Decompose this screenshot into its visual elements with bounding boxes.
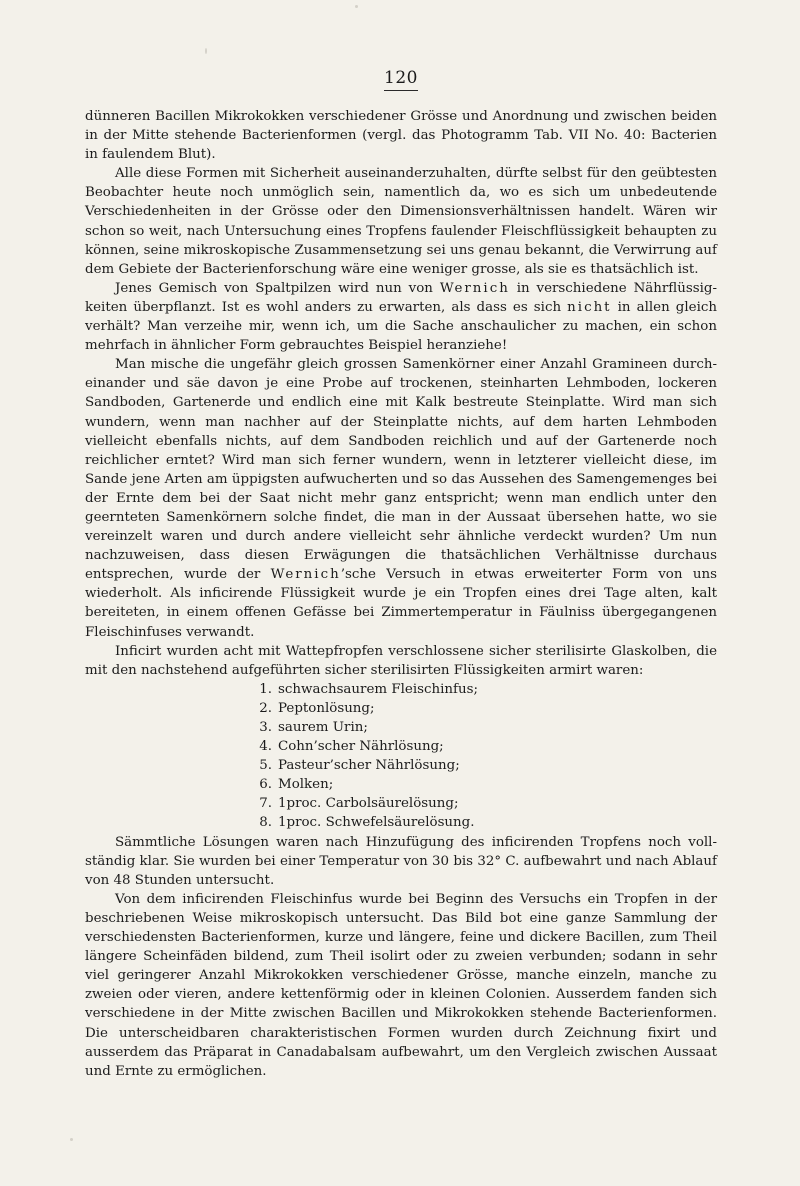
list-item-text: Molken;	[278, 777, 334, 793]
paper-speck	[205, 48, 207, 54]
list-item-number: 8.	[259, 815, 272, 831]
text-block-after-list	[85, 833, 717, 1081]
paragraph	[85, 890, 717, 1081]
text-segment: Alle diese Formen mit Sicherheit auseinanderzuhalten, dürfte selbst für den geübtesten Beobachter heute noch unmöglich sein, namentlich da, wo es sich um unbedeutende Verschiedenheiten in der Grösse oder den Dimensionsverhältnissen handelt. Wären wir schon so weit, nach Untersuchung eines Tropfens faulender Fleischflüssigkeit behaupten zu können, seine mikroskopische Zusammensetzung sei uns genau bekannt, die Verwirrung auf dem Gebiete der Bacterienforschung wäre eine weniger grosse, als sie es thatsächlich ist.	[85, 166, 717, 277]
liquid-list	[253, 680, 717, 833]
author-name: Wernich	[270, 567, 341, 583]
paper-speck	[355, 5, 358, 8]
author-name: Wernich	[439, 280, 510, 296]
list-item-text: Cohn’scher Nährlösung;	[278, 739, 444, 755]
text-segment: in verschiedene Nährflüssigkeiten überpflanzt. Ist es wohl anders zu erwarten, als dass es sich	[85, 280, 717, 315]
list-item-number: 5.	[259, 758, 272, 774]
list-item-number: 1.	[259, 681, 272, 697]
list-item-number: 7.	[259, 796, 272, 812]
list-item	[253, 775, 717, 794]
list-item	[253, 699, 717, 718]
text-segment: Von dem inficirenden Fleischinfus wurde bei Beginn des Versuchs ein Tropfen in der beschriebenen Weise mikroskopisch untersucht. Das Bild bot eine ganze Sammlung der verschiedensten Bacterienformen, kurze und längere, feine und dickere Bacillen, zum Theil längere Scheinfäden bildend, zum Theil isolirt oder zu zweien verbunden; sodann in sehr viel geringerer Anzahl Mikrokokken verschiedener Grösse, manche einzeln, manche zu zweien oder vieren, andere kettenförmig oder in kleinen Colonien. Ausserdem fanden sich verschiedene in der Mitte zwischen Bacillen und Mikrokokken stehende Bacterienformen. Die unterscheidbaren charakteristischen Formen wurden durch Zeichnung fixirt und ausserdem das Präparat in Canadabalsam aufbewahrt, um den Vergleich zwischen Aussaat und Ernte zu ermöglichen.	[85, 891, 717, 1079]
author-name: nicht	[567, 299, 612, 315]
text-segment: Jenes Gemisch von Spaltpilzen wird nun von	[115, 280, 440, 296]
paper-speck	[70, 1138, 73, 1141]
page-body	[85, 68, 717, 1081]
list-item-text: saurem Urin;	[278, 720, 368, 735]
list-item-text: 1proc. Schwefelsäurelösung.	[278, 815, 475, 831]
list-item	[253, 756, 717, 775]
list-item	[253, 680, 717, 699]
list-item	[253, 718, 717, 737]
list-item-number: 3.	[259, 720, 272, 735]
page-number-text: 120	[384, 68, 418, 91]
list-item-number: 4.	[259, 739, 272, 755]
text-segment: ’sche Versuch in etwas erweiterter Form von uns wiederholt. Als inficirende Flüssigkeit wurde je ein Tropfen eines drei Tage alten, kalt bereiteten, in einem offenen Gefässe bei Zimmertemperatur in Fäulniss übergegangenen Fleischinfuses verwandt.	[85, 567, 717, 640]
text-block-before-list	[85, 107, 717, 680]
paragraph	[85, 355, 717, 641]
list-item-text: Peptonlösung;	[278, 700, 375, 716]
paragraph	[85, 833, 717, 890]
text-segment: dünneren Bacillen Mikrokokken verschiedener Grösse und Anordnung und zwischen beiden in der Mitte stehende Bacterienformen (vergl. das Photogramm Tab. VII No. 40: Bacterien in faulendem Blut).	[85, 109, 717, 163]
paragraph	[85, 279, 717, 355]
list-item-text: schwachsaurem Fleischinfus;	[278, 681, 478, 697]
list-item	[253, 813, 717, 832]
page-number	[85, 68, 717, 91]
text-segment: Sämmtliche Lösungen waren nach Hinzufügung des inficirenden Tropfens noch vollständig klar. Sie wurden bei einer Temperatur von 30 bis 32° C. aufbewahrt und nach Ablauf von 48 Stunden untersucht.	[85, 834, 717, 888]
paragraph	[85, 164, 717, 279]
text-segment: Man mische die ungefähr gleich grossen Samenkörner einer Anzahl Gramineen durcheinander und säe davon je eine Probe auf trockenen, steinharten Lehmboden, lockeren Sandboden, Gartenerde und endlich eine mit Kalk bestreute Steinplatte. Wird man sich wundern, wenn man nachher auf der Steinplatte nichts, auf dem harten Lehmboden vielleicht ebenfalls nichts, auf dem Sandboden reichlich und auf der Gartenerde noch reichlicher erntet? Wird man sich ferner wundern, wenn in letzterer vielleicht diese, im Sande jene Arten am üppigsten aufwucherten und so das Aussehen des Samengemenges bei der Ernte dem bei der Saat nicht mehr ganz entspricht; wenn man endlich unter den geernteten Samenkörnern solche findet, die man in der Aussaat übersehen hatte, wo sie vereinzelt waren und durch andere vielleicht sehr ähnliche verdeckt wurden? Um nun nachzuweisen, dass diesen Erwägungen die thatsächlichen Verhältnisse durchaus entsprechen, wurde der	[85, 357, 717, 583]
paragraph	[85, 107, 717, 164]
text-segment: Inficirt wurden acht mit Wattepfropfen verschlossene sicher sterilisirte Glaskolben, die mit den nachstehend aufgeführten sicher sterilisirten Flüssigkeiten armirt waren:	[85, 643, 717, 678]
list-item-text: 1proc. Carbolsäurelösung;	[278, 796, 459, 812]
list-item-text: Pasteur’scher Nährlösung;	[278, 758, 460, 774]
text-segment: in allen gleich verhält? Man verzeihe mir, wenn ich, um die Sache anschaulicher zu machen, ein schon mehrfach in ähnlicher Form gebrauchtes Beispiel heranziehe!	[85, 299, 717, 354]
list-item	[253, 794, 717, 813]
paragraph	[85, 642, 717, 680]
list-item-number: 2.	[259, 700, 272, 716]
list-item	[253, 737, 717, 756]
list-item-number: 6.	[259, 777, 272, 793]
